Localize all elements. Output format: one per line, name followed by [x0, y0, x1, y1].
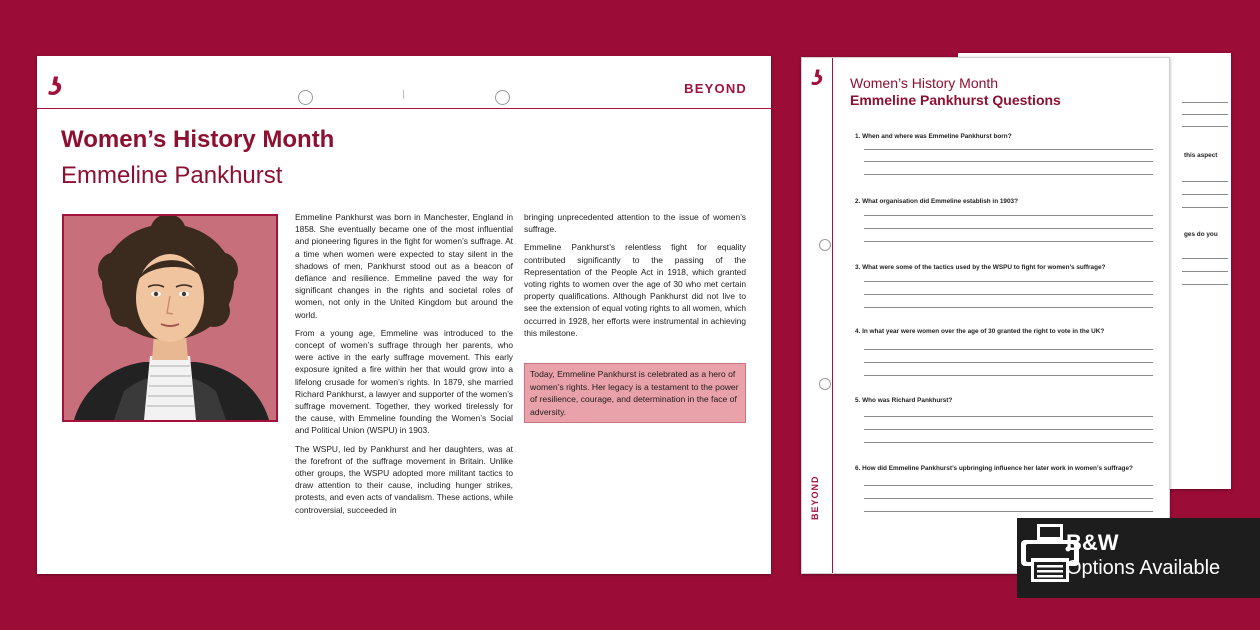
portrait-illustration — [62, 214, 278, 422]
paragraph: Emmeline Pankhurst was born in Manchester, England in 1858. She eventually became one of the most influential and pioneering figures in the fight for women’s suffrage. At a time when women were expected to stay silent in the shadows of men, Pankhurst stood out as a beacon of defiance and resilience. Emmeline paved the way for significant changes in the rights and societal roles of women, not only in the United Kingdom but around the world. — [295, 212, 513, 320]
answer-line — [864, 362, 1153, 363]
answer-line — [1182, 207, 1228, 208]
answer-line — [1182, 194, 1228, 195]
question-fragment: ges do you — [1184, 231, 1218, 238]
header-divider — [37, 108, 771, 109]
fold-mark — [403, 90, 404, 99]
answer-line — [864, 375, 1153, 376]
answer-line — [1182, 114, 1228, 115]
answer-line — [864, 442, 1153, 443]
question-2: 2. What organisation did Emmeline establish in 1903? — [855, 198, 1018, 205]
answer-line — [1182, 126, 1228, 127]
highlight-box: Today, Emmeline Pankhurst is celebrated as a hero of women’s rights. Her legacy is a testament to the power of resilience, courage, and determination in the face of adversity. — [524, 363, 746, 423]
answer-line — [864, 149, 1153, 150]
brand-label-vertical: BEYOND — [810, 475, 820, 520]
answer-line — [864, 294, 1153, 295]
question-5: 5. Who was Richard Pankhurst? — [855, 397, 953, 404]
answer-line — [864, 161, 1153, 162]
binder-hole — [819, 378, 831, 390]
badge-subtitle: Options Available — [1066, 557, 1221, 579]
badge-title: B&W — [1066, 530, 1119, 555]
side-divider — [832, 58, 833, 573]
answer-line — [864, 241, 1153, 242]
bw-options-badge — [1017, 518, 1260, 598]
answer-line — [1182, 284, 1228, 285]
answer-line — [864, 485, 1153, 486]
answer-line — [864, 307, 1153, 308]
answer-line — [864, 429, 1153, 430]
answer-line — [864, 215, 1153, 216]
answer-line — [864, 511, 1153, 512]
answer-line — [1182, 258, 1228, 259]
answer-line — [1182, 102, 1228, 103]
brand-logo-icon: ʖ — [49, 73, 63, 101]
question-1: 1. When and where was Emmeline Pankhurst born? — [855, 133, 1012, 140]
article-column-1 — [295, 211, 513, 551]
paragraph: The WSPU, led by Pankhurst and her daughters, was at the forefront of the suffrage movement in Britain. Unlike other groups, the WSPU adopted more militant tactics to draw attention to their cause, including hunger strikes, protests, and even acts of vandalism. These actions, while controversial, succeeded in — [295, 443, 513, 515]
binder-hole — [298, 90, 313, 105]
binder-hole — [495, 90, 510, 105]
question-fragment: this aspect — [1184, 152, 1218, 159]
paragraph: From a young age, Emmeline was introduced to the concept of women’s suffrage through her parents, who were active in the early suffrage movement. This early exposure ignited a fire within her that would grow into a lifelong crusade for women’s rights. In 1879, she married Richard Pankhurst, a lawyer and supporter of the women’s suffrage movement. Together, they worked tirelessly for the cause, with Emmeline founding the Women’s Social and Political Union (WSPU) in 1903. — [295, 327, 513, 436]
question-3: 3. What were some of the tactics used by the WSPU to fight for women’s suffrage? — [855, 264, 1106, 271]
binder-hole — [819, 239, 831, 251]
answer-line — [864, 349, 1153, 350]
answer-line — [864, 416, 1153, 417]
sheet-title: Women’s History Month — [61, 126, 335, 153]
answer-line — [864, 228, 1153, 229]
brand-label: BEYOND — [684, 81, 747, 96]
text-sheet — [37, 56, 771, 574]
article-column-2 — [524, 211, 746, 345]
question-sheet — [801, 57, 1170, 574]
answer-line — [1182, 271, 1228, 272]
question-6: 6. How did Emmeline Pankhurst’s upbringing influence her later work in women’s suffrage? — [855, 465, 1133, 472]
answer-line — [864, 281, 1153, 282]
paragraph: Emmeline Pankhurst’s relentless fight for equality contributed significantly to the passing of the Representation of the People Act in 1918, which granted voting rights to women over the age of 30 who met certain property qualifications. Although Pankhurst did not live to see the extension of equal voting rights to all women, which occurred in 1928, her efforts were instrumental in achieving this milestone. — [524, 242, 746, 338]
answer-line — [864, 498, 1153, 499]
sheet-title: Women’s History Month — [850, 75, 999, 91]
answer-line — [1182, 181, 1228, 182]
answer-line — [864, 174, 1153, 175]
brand-logo-icon: ʖ — [812, 66, 824, 90]
sheet-subtitle: Emmeline Pankhurst — [61, 162, 283, 189]
paragraph: bringing unprecedented attention to the issue of women’s suffrage. — [524, 212, 746, 235]
sheet-subtitle: Emmeline Pankhurst Questions — [850, 92, 1061, 108]
question-4: 4. In what year were women over the age of 30 granted the right to vote in the UK? — [855, 328, 1105, 335]
